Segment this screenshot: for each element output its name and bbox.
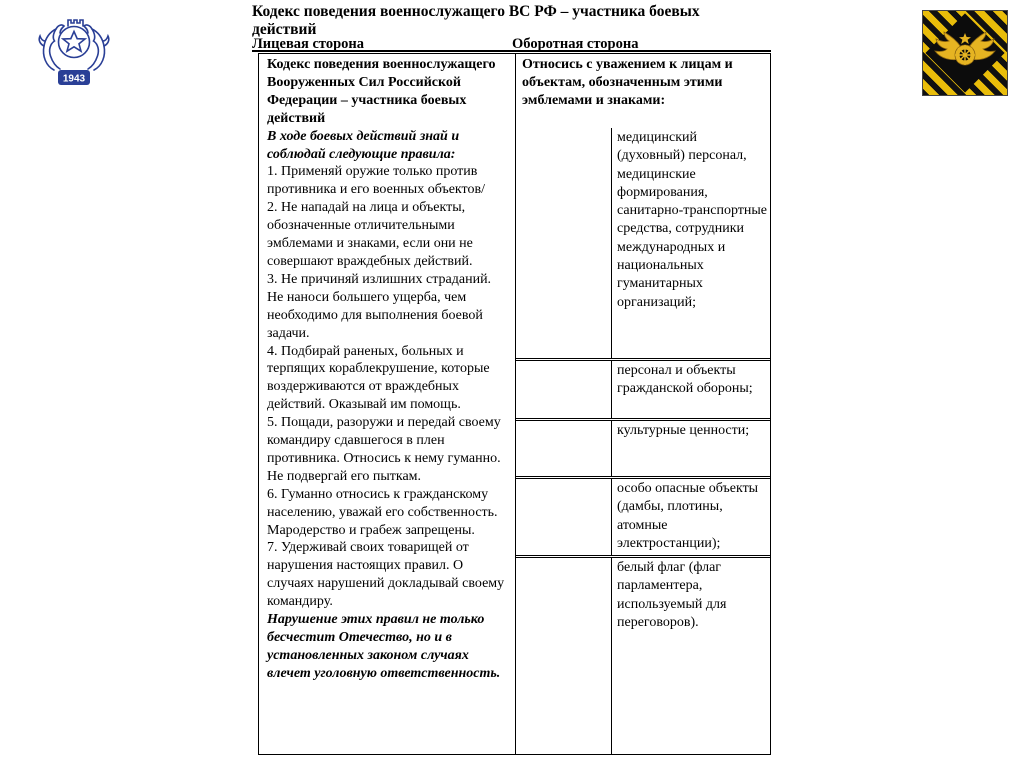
front-side-label: Лицевая сторона — [252, 36, 365, 52]
rule-item: 3. Не причиняй излишних страданий. Не наноси большего ущерба, чем необходимо для выполнения боевой задачи. — [267, 271, 492, 341]
emblem-row — [516, 358, 770, 418]
emblem-cell — [516, 558, 612, 754]
code-card-table — [258, 53, 771, 755]
emblem-cell — [516, 421, 612, 476]
rule-item: 6. Гуманно относись к гражданскому населению, уважай его собственность. Мародерство и грабеж запрещены. — [267, 486, 498, 538]
header-divider — [252, 50, 771, 52]
rule-item: 2. Не нападай на лица и объекты, обозначенные отличительными эмблемами и знаками, если они не совершают враждебных действий. — [267, 200, 473, 269]
rule-item: 1. Применяй оружие только против противника и его военных объектов/ — [267, 164, 485, 198]
heraldic-lions-star-icon — [16, 8, 132, 92]
rule-item: 4. Подбирай раненых, больных и терпящих кораблекрушение, которые воздерживаются от враждебных действий. Оказывай им помощь. — [267, 343, 490, 413]
emblem-description: культурные ценности; — [617, 423, 750, 438]
front-card-title: Кодекс поведения военнослужащего Вооруженных Сил Российской Федерации – участника боевых действий — [267, 57, 496, 126]
emblem-row — [516, 476, 770, 555]
emblem-cell — [516, 479, 612, 555]
emblem-row — [516, 418, 770, 476]
emblem-description: медицинский (духовный) персонал, медицинские формирования, санитарно-транспортные средства, сотрудники международных и национальных гуманитарных организаций; — [617, 130, 767, 310]
winged-wheel-icon — [933, 31, 997, 75]
year-banner — [58, 70, 90, 85]
anniversary-emblem — [16, 8, 132, 92]
emblem-description: белый флаг (флаг парламентера, используемый для переговоров). — [617, 560, 727, 631]
emblem-description: особо опасные объекты (дамбы, плотины, атомные электростанции); — [617, 481, 759, 551]
front-side-cell — [259, 54, 516, 754]
emblem-description: персонал и объекты гражданской обороны; — [617, 363, 753, 397]
emblem-cell — [516, 128, 612, 358]
front-card-intro: В ходе боевых действий знай и соблюдай следующие правила: — [267, 128, 460, 162]
page-title: Кодекс поведения военнослужащего ВС РФ – участника боевых действий — [252, 3, 700, 38]
rule-item: 5. Пощади, разоружи и передай своему командиру сдавшегося в плен противника. Относись к нему гуманно. Не подвергай его пыткам. — [267, 415, 501, 484]
emblem-rows — [516, 128, 770, 754]
year-label: 1943 — [62, 73, 86, 85]
railway-troops-emblem — [922, 10, 1008, 96]
emblem-cell — [516, 361, 612, 418]
emblem-row — [516, 555, 770, 754]
back-side-cell — [516, 54, 770, 754]
back-card-header: Относись с уважением к лицам и объектам, обозначенным этими эмблемами и знаками: — [522, 57, 733, 108]
front-card-footer: Нарушение этих правил не только бесчестит Отечество, но и в установленных законом случаях влечет уголовную ответственность. — [267, 612, 501, 681]
side-labels — [252, 36, 771, 51]
rule-item: 7. Удерживай своих товарищей от нарушения настоящих правил. О случаях нарушений докладывай своему командиру. — [267, 540, 505, 610]
emblem-row — [516, 128, 770, 358]
back-side-label: Оборотная сторона — [512, 36, 639, 52]
